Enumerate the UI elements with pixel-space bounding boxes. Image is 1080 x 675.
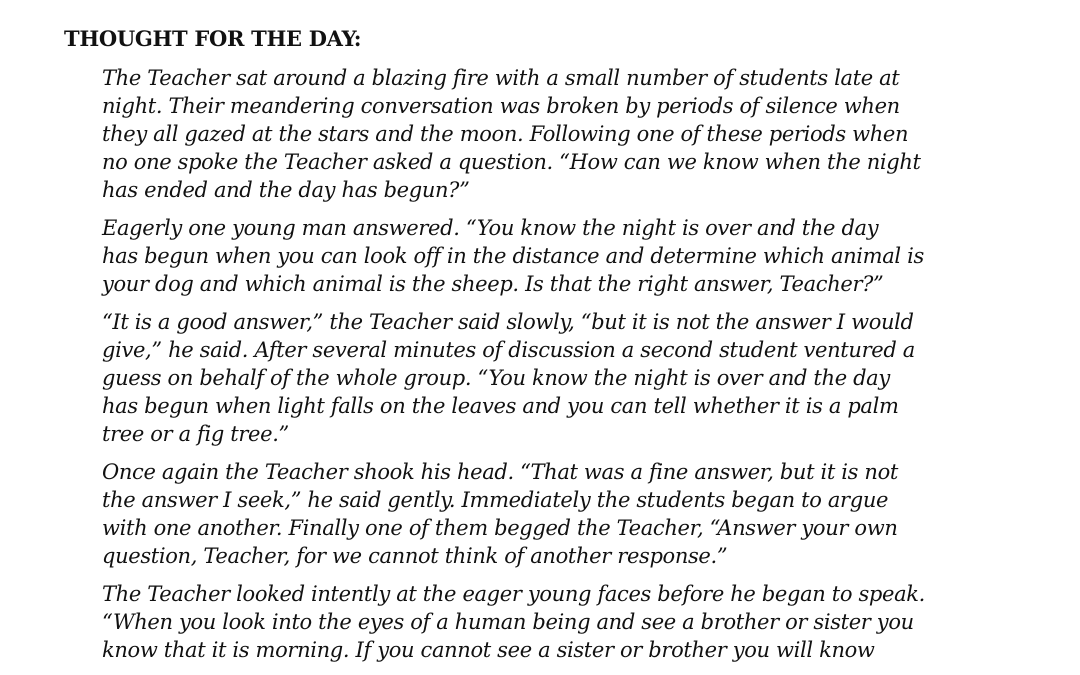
text-line: Eagerly one young man answered. “You know the night is over and the day	[102, 216, 879, 240]
document-body	[102, 64, 1062, 674]
text-line: no one spoke the Teacher asked a question. “How can we know when the night	[102, 150, 921, 174]
text-line: tree or a fig tree.”	[102, 422, 289, 446]
paragraph-4	[102, 458, 1062, 570]
text-line: The Teacher sat around a blazing fire with a small number of students late at	[102, 66, 900, 90]
page-title: THOUGHT FOR THE DAY:	[64, 26, 362, 51]
text-line: “When you look into the eyes of a human being and see a brother or sister you	[102, 610, 914, 634]
text-line: question, Teacher, for we cannot think of another response.”	[102, 544, 728, 568]
text-line: with one another. Finally one of them begged the Teacher, “Answer your own	[102, 516, 898, 540]
text-line: has ended and the day has begun?”	[102, 178, 470, 202]
text-line: has begun when you can look off in the distance and determine which animal is	[102, 244, 924, 268]
text-line: has begun when light falls on the leaves and you can tell whether it is a palm	[102, 394, 899, 418]
text-line: they all gazed at the stars and the moon. Following one of these periods when	[102, 122, 909, 146]
paragraph-2	[102, 214, 1062, 298]
text-line: The Teacher looked intently at the eager young faces before he began to speak.	[102, 582, 925, 606]
text-line: night. Their meandering conversation was broken by periods of silence when	[102, 94, 900, 118]
text-line: Once again the Teacher shook his head. “That was a fine answer, but it is not	[102, 460, 898, 484]
text-line: your dog and which animal is the sheep. Is that the right answer, Teacher?”	[102, 272, 884, 296]
text-line: the answer I seek,” he said gently. Immediately the students began to argue	[102, 488, 889, 512]
paragraph-1	[102, 64, 1062, 204]
paragraph-3	[102, 308, 1062, 448]
paragraph-5	[102, 580, 1062, 664]
text-line: know that it is morning. If you cannot see a sister or brother you will know	[102, 638, 875, 662]
text-line: guess on behalf of the whole group. “You know the night is over and the day	[102, 366, 890, 390]
text-line: “It is a good answer,” the Teacher said slowly, “but it is not the answer I would	[102, 310, 914, 334]
text-line: give,” he said. After several minutes of discussion a second student ventured a	[102, 338, 915, 362]
